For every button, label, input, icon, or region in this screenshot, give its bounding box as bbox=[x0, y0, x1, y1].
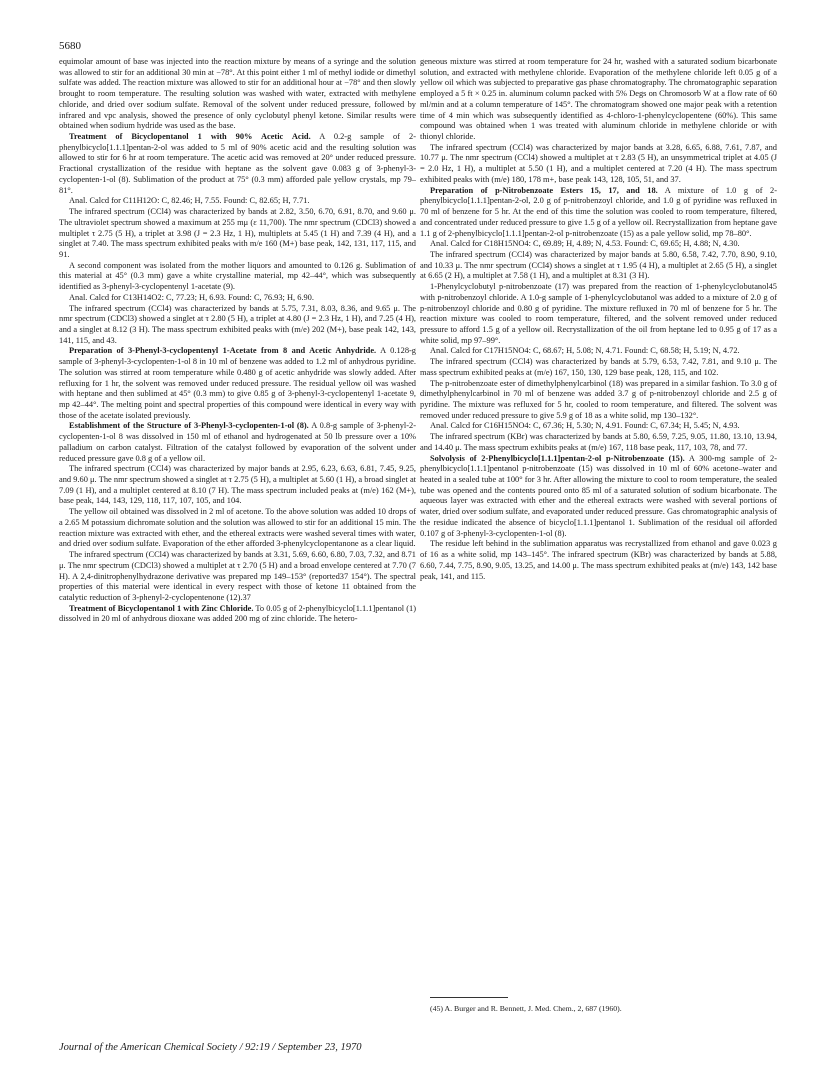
paragraph-text: A 0.8-g sample of 3-phenyl-2-cyclopenten-1-ol 8 was dissolved in 150 ml of ethanol and hydrogenated at 50 lb pressure over a 10% palladium on carbon catalyst. Filtration of the catalyst followed by evaporation of the solvent under reduced pressure gave 0.8 g of a yellow oil. bbox=[59, 421, 416, 463]
section-heading: Solvolysis of 2-Phenylbicyclo[1.1.1]pentan-2-ol p-Nitrobenzoate (15). bbox=[430, 453, 685, 463]
paragraph-text: Anal. Calcd for C17H15NO4: C, 68.67; H, 5.08; N, 4.71. Found: C, 68.58; H, 5.19; N, 4.72. bbox=[430, 346, 740, 356]
paragraph-text: To 0.05 g of 2-phenylbicyclo[1.1.1]pentanol (1) dissolved in 20 ml of anhydrous dioxane was added 200 mg of zinc chloride. The hetero- bbox=[59, 603, 416, 624]
paragraph bbox=[59, 464, 416, 507]
paragraph bbox=[59, 346, 416, 421]
paragraph bbox=[420, 454, 777, 540]
paragraph bbox=[59, 57, 416, 132]
paragraph-text: The residue left behind in the sublimation apparatus was recrystallized from ethanol and gave 0.023 g of 16 as a white solid, mp 143–145°. The infrared spectrum (KBr) was characterized by bands at 5.88, 6.60, 7.44, 7.75, 8.90, 9.05, 13.25, and 14.00 μ. The mass spectrum exhibited peaks at (m/e) 143, 142 base peak, 141, and 115. bbox=[420, 539, 777, 581]
paragraph bbox=[420, 346, 777, 357]
paragraph-text: A 0.2-g sample of 2-phenylbicyclo[1.1.1]pentan-2-ol was added to 5 ml of 90% acetic acid and the resulting solution was allowed to stir for 6 hr at room temperature. The acetic acid was removed at 20° under reduced pressure. Fractional crystallization of the residue with heptane as the solvent gave 0.083 g of 3-phenyl-3-cyclopenten-1-ol (8). Sublimation of the product at 75° (0.3 mm) afforded pale yellow crystals, mp 79–81°. bbox=[59, 132, 416, 195]
paragraph-text: The infrared spectrum (CCl4) was characterized by major bands at 2.95, 6.23, 6.63, 6.81, 7.45, 9.25, and 9.60 μ. The nmr spectrum showed a singlet at τ 2.75 (5 H), a multiplet at 5.60 (1 H), a broad singlet at 7.09 (1 H), and a multiplet centered at 8.10 (7 H). The mass spectrum included peaks at (m/e) 162 (M+), base peak, 144, 143, 129, 118, 117, 107, 105, and 104. bbox=[59, 464, 416, 506]
paragraph-text: A second component was isolated from the mother liquors and amounted to 0.126 g. Sublimation of this material at 45° (0.3 mm) gave a white crystalline material, mp 42–44°, which was subsequently identified as 3-phenyl-3-cyclopentenyl 1-acetate (9). bbox=[59, 260, 416, 292]
paragraph-text: The infrared spectrum (CCl4) was characterized by bands at 5.79, 6.53, 7.42, 7.81, and 9.10 μ. The mass spectrum exhibited peaks at (m/e) 167, 150, 130, 129 base peak, 128, 115, and 102. bbox=[420, 357, 777, 377]
paragraph-text: geneous mixture was stirred at room temperature for 24 hr, washed with a saturated sodium bicarbonate solution, and extracted with methylene chloride. Evaporation of the methylene chloride left 0.05 g of a yellow oil which was subjected to preparative gas phase chromatography. The chromatographic separation employed a 5 ft × 0.25 in. aluminum column packed with 5% Degs on Chromosorb W at a flow rate of 60 ml/min and at a column temperature of 145°. The chromatogram showed one major peak with a retention time of 4 min which was subsequently identified as 4-chloro-1-phenylcyclopentene (60%). This same compound was obtained when 1 was treated with aluminum chloride in methylene chloride or with thionyl chloride. bbox=[420, 57, 777, 142]
paragraph bbox=[420, 421, 777, 432]
paragraph bbox=[59, 604, 416, 625]
paragraph bbox=[420, 143, 777, 186]
paragraph-text: 1-Phenylcyclobutyl p-nitrobenzoate (17) was prepared from the reaction of 1-phenylcyclobutanol45 with p-nitrobenzoyl chloride. A 1.0-g sample of 1-phenylcyclobutanol was added to a mixture of 2.0 g of p-nitrobenzoyl chloride and 0.80 g of pyridine. The mixture refluxed in 70 ml of benzene for 5 hr. The reaction mixture was cooled to room temperature, filtered, and the solvent removed under reduced pressure to afford 1.5 g of a yellow oil. Recrystallization of the oil from heptane led to 0.95 g of 17 as a white solid, mp 97–99°. bbox=[420, 282, 777, 345]
paragraph bbox=[59, 132, 416, 196]
paragraph bbox=[420, 539, 777, 582]
section-heading: Establishment of the Structure of 3-Phenyl-3-cyclopenten-1-ol (8). bbox=[69, 421, 309, 431]
paragraph bbox=[420, 239, 777, 250]
paragraph bbox=[59, 293, 416, 304]
paragraph-text: A mixture of 1.0 g of 2-phenylbicyclo[1.1.1]pentan-2-ol, 2.0 g of p-nitrobenzoyl chloride, and 1.0 g of pyridine was refluxed in 70 ml of benzene for 5 hr. At the end of this time the solution was cooled to room temperature, filtered, and concentrated under reduced pressure to give 1.5 g of a yellow oil. Recrystallization from heptane gave 1.1 g of 2-phenylbicyclo[1.1.1]pentan-2-ol p-nitrobenzoate (15) as a pale yellow solid, mp 78–80°. bbox=[420, 185, 777, 238]
paragraph bbox=[420, 250, 777, 282]
right-column bbox=[420, 57, 777, 582]
paragraph bbox=[420, 432, 777, 453]
paragraph-text: The infrared spectrum (CCl4) was characterized by bands at 2.82, 3.50, 6.70, 6.91, 8.70, and 9.60 μ. The ultraviolet spectrum showed a maximum at 255 mμ (ε 11,700). The nmr spectrum (CDCl3) showed a multiplet τ 2.75 (5 H), a triplet at 3.98 (J = 2.3 Hz, 1 H), multiplets at 5.45 (1 H) and 7.39 (4 H), and a singlet at 7.40. The mass spectrum exhibited peaks with m/e 160 (M+) base peak, 142, 131, 117, 115, and 91. bbox=[59, 207, 416, 259]
paragraph-text: Anal. Calcd for C18H15NO4: C, 69.89; H, 4.89; N, 4.53. Found: C, 69.65; H, 4.88; N, 4.30. bbox=[430, 239, 740, 249]
footnote: (45) A. Burger and R. Bennett, J. Med. Chem., 2, 687 (1960). bbox=[430, 1004, 622, 1013]
paragraph-text: The yellow oil obtained was dissolved in 2 ml of acetone. To the above solution was added 10 drops of a 2.65 M potassium dichromate solution and the solution was allowed to stir for an additional 15 min. The reaction mixture was extracted with ether, and the ethereal extracts were washed several times with water, and dried over sodium sulfate. Evaporation of the ether afforded 3-phenylcyclopentanone as a clear liquid. bbox=[59, 507, 416, 549]
paragraph bbox=[59, 304, 416, 347]
section-heading: Treatment of Bicyclopentanol 1 with Zinc Chloride. bbox=[69, 603, 254, 613]
paragraph-text: The infrared spectrum (KBr) was characterized by bands at 5.80, 6.59, 7.25, 9.05, 11.80, 13.10, 13.94, and 14.40 μ. The mass spectrum exhibits peaks at (m/e) 167, 118 base peak, 117, 103, 78, and 77. bbox=[420, 432, 777, 452]
paragraph bbox=[420, 379, 777, 422]
section-heading: Preparation of 3-Phenyl-3-cyclopentenyl 1-Acetate from 8 and Acetic Anhydride. bbox=[69, 346, 377, 356]
footnote-rule bbox=[430, 997, 508, 998]
paragraph-text: Anal. Calcd for C16H15NO4: C, 67.36; H, 5.30; N, 4.91. Found: C, 67.34; H, 5.45; N, 4.93. bbox=[430, 421, 740, 431]
paragraph bbox=[420, 282, 777, 346]
paragraph bbox=[420, 57, 777, 143]
paragraph-text: Anal. Calcd for C11H12O: C, 82.46; H, 7.55. Found: C, 82.65; H, 7.71. bbox=[69, 196, 310, 206]
section-heading: Preparation of p-Nitrobenzoate Esters 15, 17, and 18. bbox=[430, 185, 658, 195]
paragraph bbox=[59, 207, 416, 261]
page-number: 5680 bbox=[59, 40, 81, 52]
paragraph bbox=[59, 261, 416, 293]
paragraph bbox=[59, 196, 416, 207]
paragraph-text: The infrared spectrum (CCl4) was characterized by major bands at 3.28, 6.65, 6.88, 7.61, 7.87, and 10.77 μ. The nmr spectrum (CCl4) showed a multiplet at τ 2.83 (5 H), an unsymmetrical triplet at 4.05 (J = 2.0 Hz, 1 H), a multiplet at 5.50 (1 H), and a multiplet centered at 7.20 (4 H). The mass spectrum exhibited peaks with (m/e) 180, 178 m+, base peak 143, 128, 105, 51, and 37. bbox=[420, 142, 777, 184]
paragraph bbox=[59, 421, 416, 464]
journal-footer: Journal of the American Chemical Society / 92:19 / September 23, 1970 bbox=[59, 1042, 362, 1053]
paragraph-text: The p-nitrobenzoate ester of dimethylphenylcarbinol (18) was prepared in a similar fashion. To 3.0 g of dimethylphenylcarbinol in 70 ml of benzene was added 3.7 g of p-nitrobenzoyl chloride and 2.5 g of pyridine. The mixture was refluxed for 5 hr, cooled to room temperature, and filtered. The solvent was removed under reduced pressure to give 5.9 g of 18 as a white solid, mp 130–132°. bbox=[420, 378, 777, 420]
paragraph-text: Anal. Calcd for C13H14O2: C, 77.23; H, 6.93. Found: C, 76.93; H, 6.90. bbox=[69, 292, 314, 302]
left-column bbox=[59, 57, 416, 625]
paragraph-text: A 300-mg sample of 2-phenylbicyclo[1.1.1]pentanol p-nitrobenzoate (15) was dissolved in 10 ml of 60% acetone–water and heated in a sealed tube at 100° for 3 hr. After allowing the mixture to cool to room temperature, the sealed tube was opened and the contents poured onto 85 ml of a saturated solution of sodium bicarbonate. The aqueous layer was extracted with ether and the ethereal extracts were washed with several portions of water, dried over sodium sulfate, and evaporated under reduced pressure. Gas chromatographic analysis of the residue indicated the absence of bicyclo[1.1.1]pentanol 1. Sublimation of the residual oil afforded 0.107 g of 3-phenyl-3-cyclopenten-1-ol (8). bbox=[420, 453, 777, 538]
paragraph-text: equimolar amount of base was injected into the reaction mixture by means of a syringe and the solution was allowed to stir for an additional 30 min at −78°. At this point either 1 ml of methyl iodide or dimethyl sulfate was added. The reaction mixture was allowed to stir for an additional hour at −78° and then slowly brought to room temperature. The resulting solution was washed with water, extracted with methylene chloride, and dried over sodium sulfate. Removal of the solvent under reduced pressure, followed by infrared and vpc analysis, showed the presence of only cyclobutyl phenyl ketone. Similar results were obtained when sodium hydride was used as the base. bbox=[59, 57, 416, 131]
paragraph-text: The infrared spectrum (CCl4) was characterized by bands at 3.31, 5.69, 6.60, 6.80, 7.03, 7.32, and 8.71 μ. The nmr spectrum (CDCl3) showed a multiplet at τ 2.70 (5 H) and a broad envelope centered at 7.70 (7 H). A 2,4-dinitrophenylhydrazone derivative was prepared mp 149–153° (reported37 154°). The spectral properties of this material were identical in every respect with those of ketone 11 obtained from the catalytic reduction of 3-phenyl-2-cyclopentenone (12).37 bbox=[59, 550, 416, 602]
paragraph bbox=[59, 550, 416, 604]
paragraph-text: The infrared spectrum (CCl4) was characterized by major bands at 5.80, 6.58, 7.42, 7.70, 8.90, 9.10, and 10.33 μ. The nmr spectrum (CCl4) shows a singlet at τ 1.95 (4 H), a multiplet at 2.65 (5 H), a singlet at 6.65 (2 H), a multiplet at 7.58 (1 H), and a multiplet at 8.31 (3 H). bbox=[420, 249, 777, 281]
paragraph-text: A 0.128-g sample of 3-phenyl-3-cyclopenten-1-ol 8 in 10 ml of benzene was added to 1.2 ml of anhydrous pyridine. The solution was stirred at room temperature while 0.480 g of acetic anhydride was slowly added. After refluxing for 1 hr, the solvent was removed under reduced pressure. The residual yellow oil was washed with heptane and then sublimed at 45° (0.3 mm) to give 0.85 g of 3-phenyl-3-cyclopentenyl 1-acetate 9, mp 42–44°. The melting point and spectral properties of this compound were identical in every way with those of the acetate isolated previously. bbox=[59, 346, 416, 420]
paragraph bbox=[59, 507, 416, 550]
section-heading: Treatment of Bicyclopentanol 1 with 90% Acetic Acid. bbox=[69, 132, 311, 142]
paragraph bbox=[420, 186, 777, 240]
paragraph-text: The infrared spectrum (CCl4) was characterized by bands at 5.75, 7.31, 8.03, 8.36, and 9.65 μ. The nmr spectrum (CDCl3) showed a singlet at τ 2.80 (5 H), a triplet at 4.80 (J = 2.3 Hz, 1 H), and 7.25 (4 H), and a singlet at 8.12 (3 H). The mass spectrum exhibited peaks with (m/e) 202 (M+), base peak 142, 143, 141, 115, and 43. bbox=[59, 303, 416, 345]
paragraph bbox=[420, 357, 777, 378]
